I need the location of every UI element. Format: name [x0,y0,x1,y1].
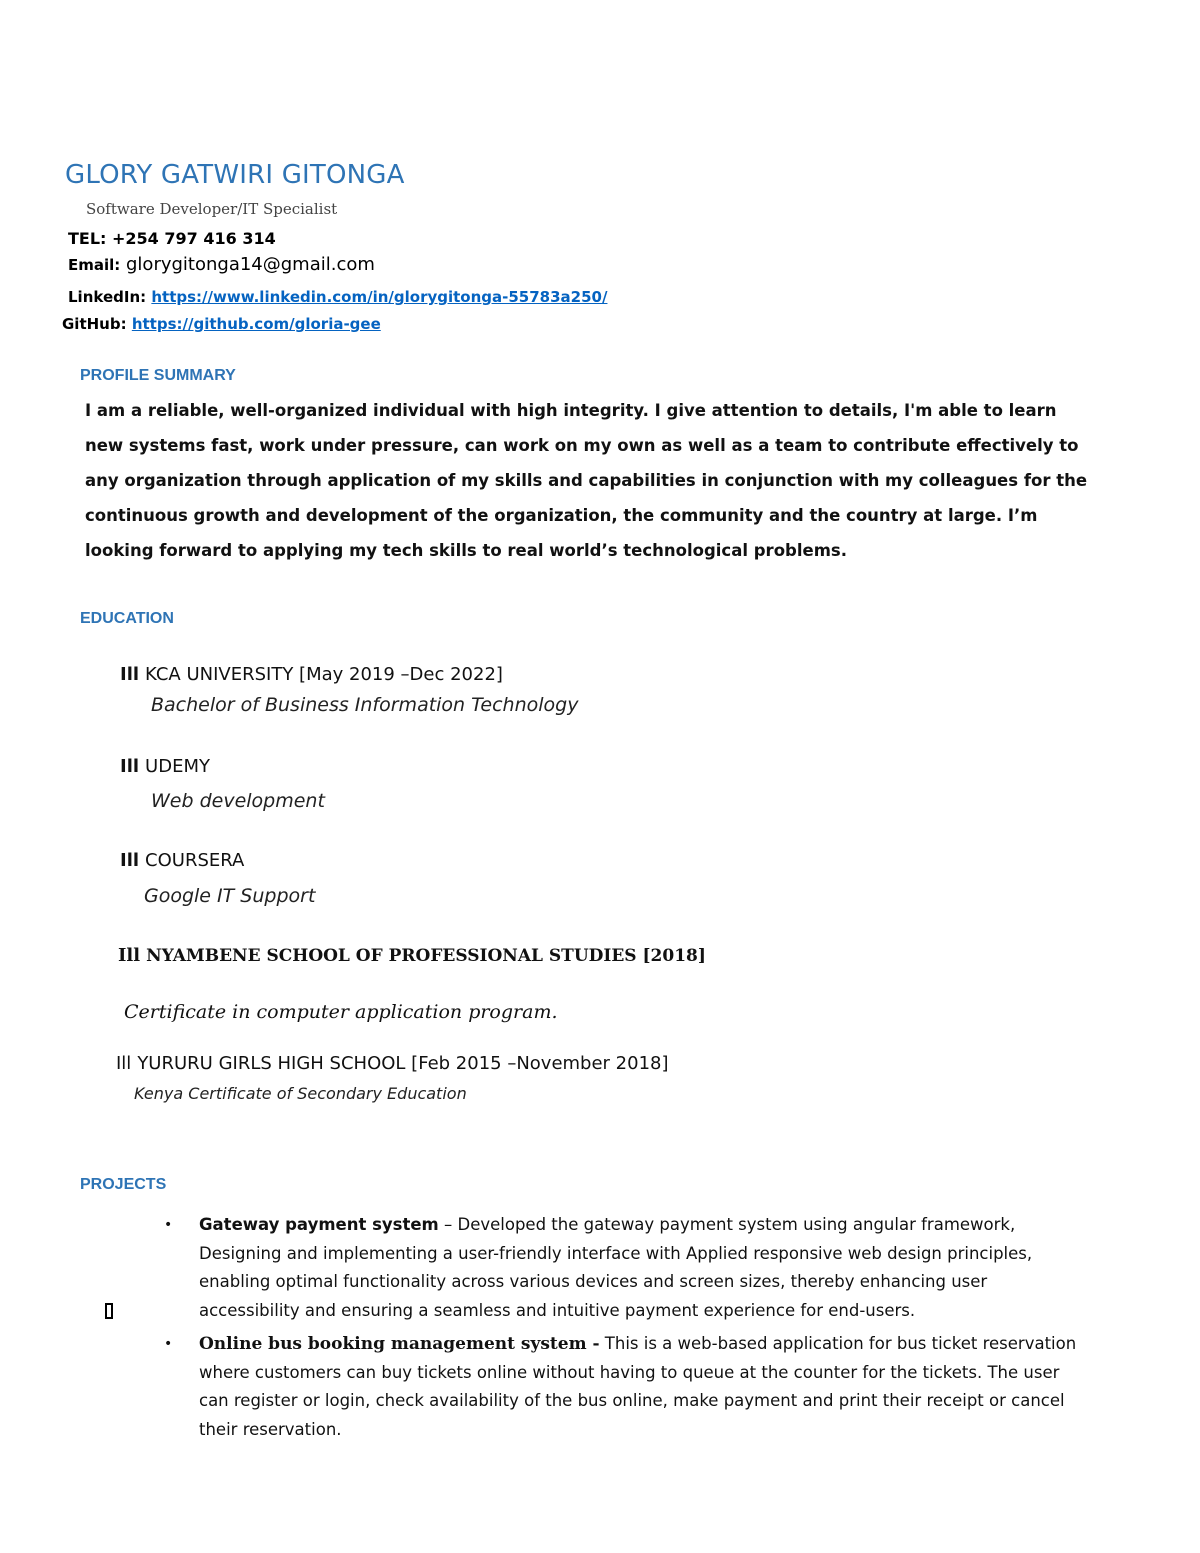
education-item-title-text: UDEMY [145,756,210,777]
list-marker: Ill [118,945,141,966]
linkedin-link[interactable]: https://www.linkedin.com/in/glorygitonga-55783a250/ [151,288,608,306]
github-link[interactable]: https://github.com/gloria-gee [131,315,381,333]
education-item-title [120,850,244,871]
bullet-icon: • [164,1217,173,1233]
education-heading: EDUCATION [80,610,174,627]
project-title: Online bus booking management system - [199,1334,600,1354]
job-title: Software Developer/IT Specialist [86,200,338,218]
github-line [62,315,381,333]
education-item-title [116,1053,669,1074]
education-item-title [118,945,706,966]
education-item-title-text: NYAMBENE SCHOOL OF PROFESSIONAL STUDIES [2018] [146,946,706,966]
profile-summary-text: I am a reliable, well-organized individual with high integrity. I give attention to details, I'm able to learn new systems fast, work under pressure, can work on my own as well as a team to contribute effectively to any organization through application of my skills and capabilities in conjunction with my colleagues for the continuous growth and development of the organization, the community and the country at large. I’m looking forward to applying my tech skills to real world’s technological problems. [85,401,1088,560]
list-marker: Ill [120,850,140,871]
candidate-name: GLORY GATWIRI GITONGA [65,160,405,190]
education-item-title-text: KCA UNIVERSITY [May 2019 –Dec 2022] [145,664,503,685]
missing-glyph-icon [105,1303,113,1319]
profile-summary-heading: PROFILE SUMMARY [80,367,236,384]
education-item-subtitle: Certificate in computer application program. [124,1001,558,1023]
projects-heading: PROJECTS [80,1176,167,1193]
project-description: This is a web-based application for bus ticket reservation where customers can buy tickets online without having to queue at the counter for the tickets. The user can register or login, check availability of the bus online, make payment and print their receipt or cancel their reservation. [199,1334,1077,1439]
list-marker: Ill [116,1053,132,1074]
email-label: Email: [68,256,121,274]
linkedin-label: LinkedIn: [68,288,147,306]
list-marker: Ill [120,756,140,777]
education-item-title [120,664,503,685]
phone-number: TEL: +254 797 416 314 [68,229,276,248]
project-description: – Developed the gateway payment system using angular framework, Designing and implementing a user-friendly interface with Applied responsive web design principles, enabling optimal functionality across various devices and screen sizes, thereby enhancing user accessibility and ensuring a seamless and intuitive payment experience for end-users. [199,1215,1033,1320]
education-item-subtitle: Web development [151,790,325,812]
email-address: glorygitonga14@gmail.com [120,254,375,275]
education-item-subtitle: Bachelor of Business Information Technology [151,694,579,716]
github-label: GitHub: [62,315,127,333]
project-title: Gateway payment system [199,1215,439,1234]
projects-list [160,1211,1090,1449]
education-item-subtitle: Kenya Certificate of Secondary Education [134,1084,467,1103]
list-item [160,1330,1090,1444]
bullet-icon: • [164,1336,173,1352]
education-item-title-text: YURURU GIRLS HIGH SCHOOL [Feb 2015 –November 2018] [137,1053,669,1074]
email-line [68,254,375,275]
list-marker: Ill [120,664,140,685]
education-item-subtitle: Google IT Support [144,885,316,907]
list-item [160,1211,1090,1325]
linkedin-line [68,288,607,306]
education-item-title-text: COURSERA [145,850,245,871]
education-item-title [120,756,210,777]
